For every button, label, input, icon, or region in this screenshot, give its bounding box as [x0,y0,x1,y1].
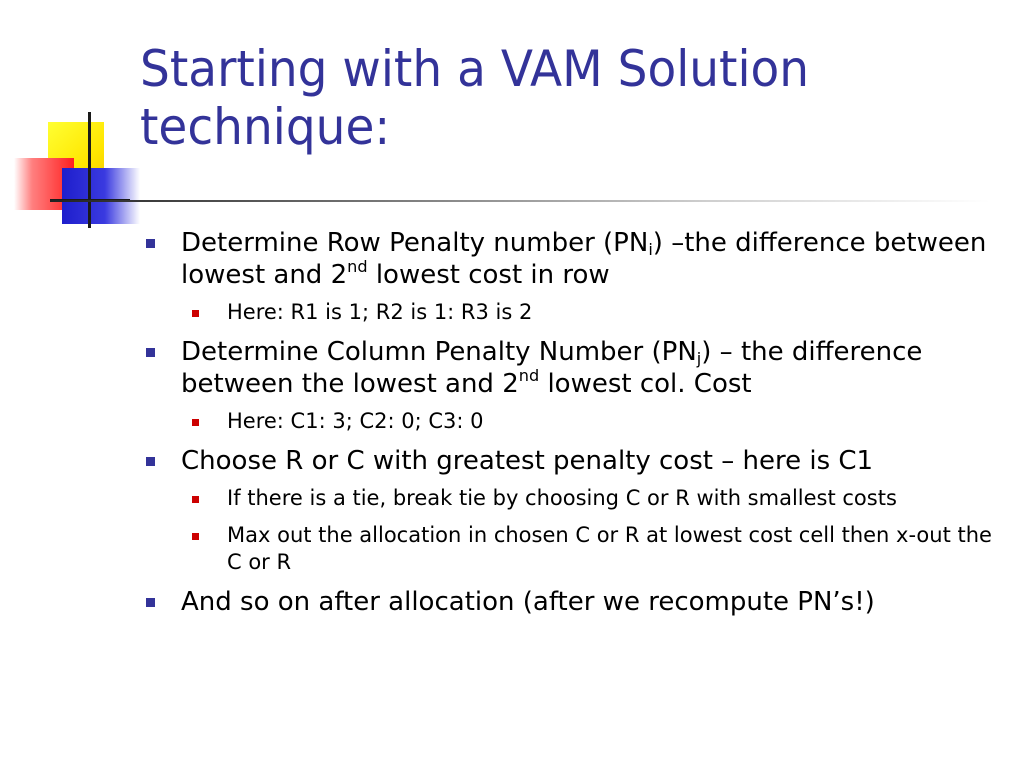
square-bullet-icon [146,348,155,357]
sub-bullet-text: Here: R1 is 1; R2 is 1: R3 is 2 [227,300,533,324]
sub-bullet-max-out [192,522,1006,576]
title-line-2: technique: [140,98,391,156]
sub-bullet-row-values [192,299,1006,326]
square-bullet-icon [146,239,155,248]
sub-bullet-text: Here: C1: 3; C2: 0; C3: 0 [227,409,484,433]
decorative-block-graphic [0,0,160,240]
square-bullet-icon [146,598,155,607]
bullet-text-part: ) – the difference between the lowest and 2 [181,337,923,399]
subscript: j [696,349,702,368]
sub-bullet-tie-break [192,485,1006,512]
sub-bullet-text: If there is a tie, break tie by choosing C or R with smallest costs [227,486,897,510]
bullet-text-part: Determine Row Penalty number (PN [181,228,649,258]
square-bullet-icon [146,457,155,466]
red-square-bullet-icon [192,310,199,317]
bullet-text: Choose R or C with greatest penalty cost – here is C1 [181,446,874,476]
sub-bullet-column-values [192,408,1006,435]
slide-title [140,40,948,156]
sub-bullet-text: Max out the allocation in chosen C or R at lowest cost cell then x-out the C or R [227,523,992,574]
bullet-and-so-on [146,586,1006,618]
bullet-text-part: lowest col. Cost [539,369,752,399]
blue-square-decoration [62,168,140,224]
bullet-row-penalty [146,227,1006,291]
bullet-choose-greatest [146,445,1006,477]
vertical-line-decoration [88,112,91,228]
red-square-bullet-icon [192,533,199,540]
bullet-text-part: lowest cost in row [367,260,610,290]
superscript: nd [518,366,540,385]
bullet-text: And so on after allocation (after we recompute PN’s!) [181,587,875,617]
bullet-column-penalty [146,336,1006,400]
red-square-bullet-icon [192,496,199,503]
title-line-1: Starting with a VAM Solution [140,40,810,98]
title-divider-rule [50,200,990,202]
superscript: nd [347,257,368,276]
bullet-list [146,227,1006,626]
bullet-text-part: Determine Column Penalty Number (PN [181,337,697,367]
red-square-bullet-icon [192,419,199,426]
bullet-text-part: ) –the difference between lowest and 2 [181,228,987,290]
subscript: i [648,240,653,259]
